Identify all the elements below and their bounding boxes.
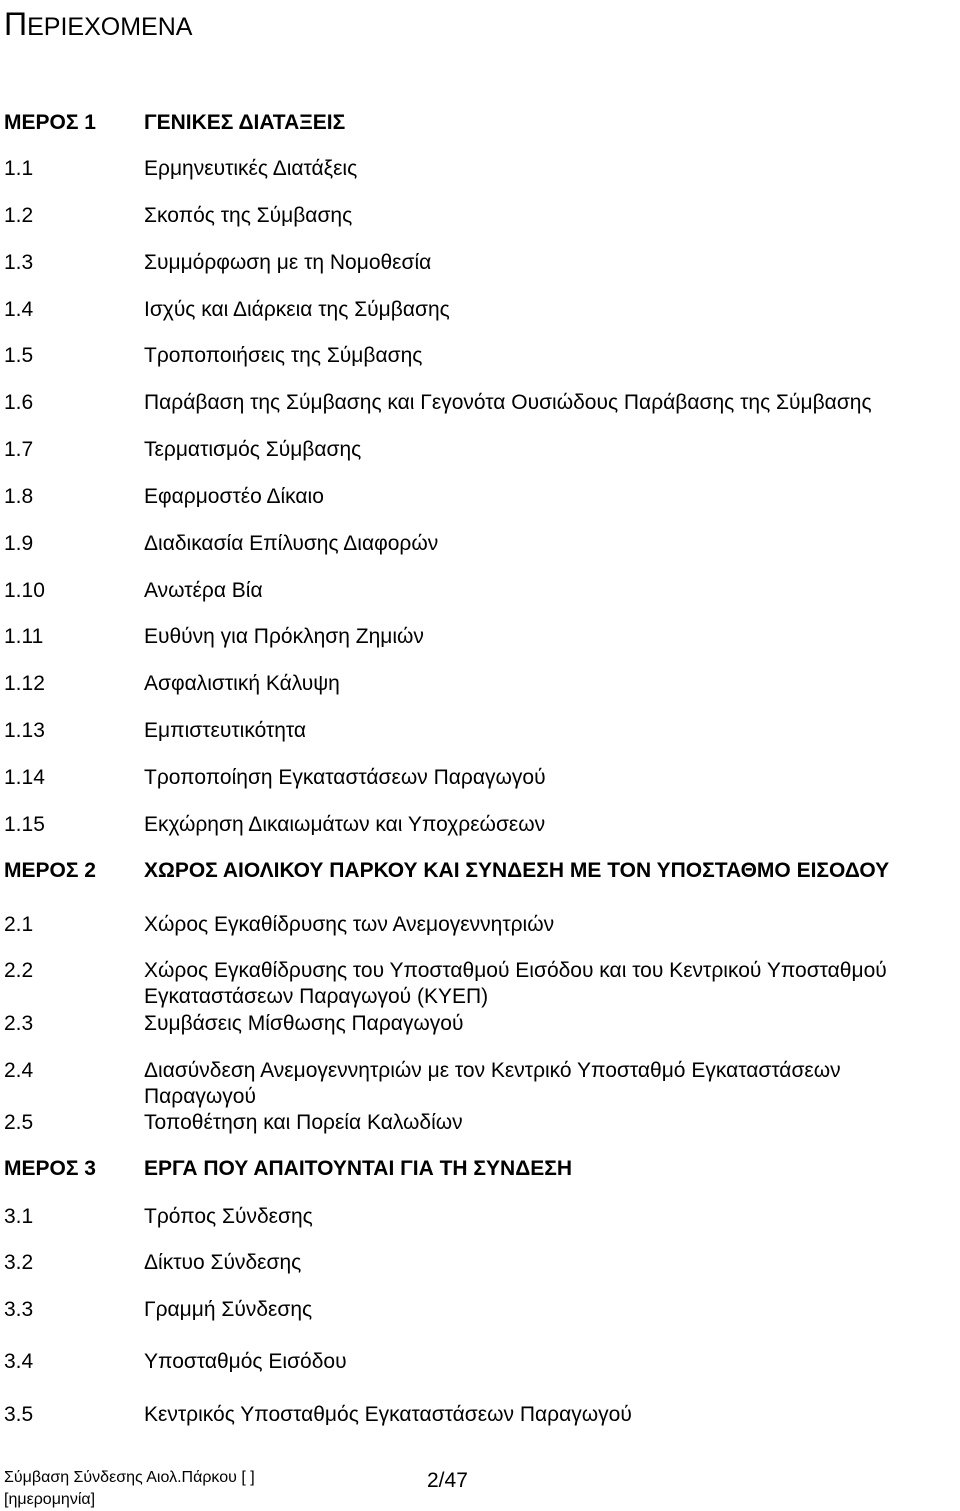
- toc-item-title: Σκοπός της Σύμβασης: [144, 204, 353, 227]
- toc-item-number: 1.12: [4, 672, 45, 695]
- toc-item-title: Χώρος Εγκαθίδρυσης των Ανεμογεννητριών: [144, 913, 555, 936]
- page-number: 2/47: [427, 1469, 468, 1492]
- toc-part-title: ΓΕΝΙΚΕΣ ΔΙΑΤΑΞΕΙΣ: [144, 111, 346, 134]
- toc-part-title: ΧΩΡΟΣ ΑΙΟΛΙΚΟΥ ΠΑΡΚΟΥ ΚΑΙ ΣΥΝΔΕΣΗ ΜΕ ΤΟΝ ΥΠΟΣΤΑΘΜΟ ΕΙΣΟΔΟΥ: [144, 859, 890, 882]
- toc-item-title: Τρόπος Σύνδεσης: [144, 1205, 313, 1228]
- toc-item-title: Τροποποιήσεις της Σύμβασης: [144, 344, 423, 367]
- toc-item-number: 1.9: [4, 532, 34, 555]
- page-title: [4, 4, 192, 47]
- title-initial: Π: [4, 6, 28, 42]
- toc-item-number: 1.8: [4, 485, 34, 508]
- toc-item-number: 1.3: [4, 251, 34, 274]
- toc-item-number: 1.6: [4, 391, 34, 414]
- toc-item-title: Υποσταθμός Εισόδου: [144, 1350, 347, 1373]
- toc-item-title: Ισχύς και Διάρκεια της Σύμβασης: [144, 298, 450, 321]
- toc-item-title: Εφαρμοστέο Δίκαιο: [144, 485, 324, 508]
- toc-item-number: 1.4: [4, 298, 34, 321]
- toc-item-title: Διαδικασία Επίλυσης Διαφορών: [144, 532, 439, 555]
- toc-item-title: Ανωτέρα Βία: [144, 579, 263, 602]
- toc-part-number: ΜΕΡΟΣ 2: [4, 859, 96, 882]
- toc-item-number: 1.1: [4, 157, 34, 180]
- toc-item-title: Ερμηνευτικές Διατάξεις: [144, 157, 358, 180]
- toc-item-number: 1.2: [4, 204, 34, 227]
- toc-item-number: 2.2: [4, 959, 34, 982]
- title-rest: ΕΡΙΕΧΟΜΕΝΑ: [27, 13, 193, 41]
- toc-item-title: Ασφαλιστική Κάλυψη: [144, 672, 340, 695]
- toc-item-number: 3.2: [4, 1251, 34, 1274]
- toc-item-title: Κεντρικός Υποσταθμός Εγκαταστάσεων Παραγωγού: [144, 1403, 632, 1426]
- toc-item-number: 1.15: [4, 813, 45, 836]
- toc-item-title: Εμπιστευτικότητα: [144, 719, 307, 742]
- toc-part-number: ΜΕΡΟΣ 1: [4, 111, 96, 134]
- toc-item-title: Γραμμή Σύνδεσης: [144, 1298, 313, 1321]
- toc-item-number: 2.3: [4, 1012, 34, 1035]
- toc-item-number: 2.1: [4, 913, 34, 936]
- toc-item-title: Τοποθέτηση και Πορεία Καλωδίων: [144, 1111, 463, 1134]
- toc-item-title: Συμβάσεις Μίσθωσης Παραγωγού: [144, 1012, 464, 1035]
- toc-item-number: 3.5: [4, 1403, 34, 1426]
- page-footer: [4, 1467, 255, 1511]
- toc-item-number: 1.5: [4, 344, 34, 367]
- toc-item-title: Συμμόρφωση με τη Νομοθεσία: [144, 251, 432, 274]
- toc-item-number: 1.11: [4, 625, 44, 648]
- toc-item-title: Χώρος Εγκαθίδρυσης του Υποσταθμού Εισόδου και του Κεντρικού Υποσταθμού Εγκαταστάσεων Παραγωγού (ΚΥΕΠ): [144, 959, 887, 1008]
- toc-part-number: ΜΕΡΟΣ 3: [4, 1157, 96, 1180]
- toc-item-number: 2.5: [4, 1111, 34, 1134]
- toc-item-number: 1.13: [4, 719, 45, 742]
- toc-item-number: 3.1: [4, 1205, 34, 1228]
- toc-item-title: Παράβαση της Σύμβασης και Γεγονότα Ουσιώδους Παράβασης της Σύμβασης: [144, 391, 872, 414]
- toc-item-number: 1.7: [4, 438, 34, 461]
- toc-part-title: ΕΡΓΑ ΠΟΥ ΑΠΑΙΤΟΥΝΤΑΙ ΓΙΑ ΤΗ ΣΥΝΔΕΣΗ: [144, 1157, 573, 1180]
- toc-item-title: Δίκτυο Σύνδεσης: [144, 1251, 302, 1274]
- footer-date: [ημερομηνία]: [4, 1491, 96, 1508]
- toc-item-number: 2.4: [4, 1059, 34, 1082]
- toc-item-number: 3.4: [4, 1350, 34, 1373]
- toc-item-number: 1.14: [4, 766, 45, 789]
- toc-item-title: Τροποποίηση Εγκαταστάσεων Παραγωγού: [144, 766, 546, 789]
- footer-document-name: Σύμβαση Σύνδεσης Αιολ.Πάρκου [ ]: [4, 1469, 255, 1486]
- toc-item-title: Εκχώρηση Δικαιωμάτων και Υποχρεώσεων: [144, 813, 546, 836]
- toc-item-title: Τερματισμός Σύμβασης: [144, 438, 362, 461]
- toc-item-number: 1.10: [4, 579, 45, 602]
- toc-item-title: Διασύνδεση Ανεμογεννητριών με τον Κεντρικό Υποσταθμό Εγκαταστάσεων Παραγωγού: [144, 1059, 841, 1108]
- toc-item-title: Ευθύνη για Πρόκληση Ζημιών: [144, 625, 424, 648]
- toc-item-number: 3.3: [4, 1298, 34, 1321]
